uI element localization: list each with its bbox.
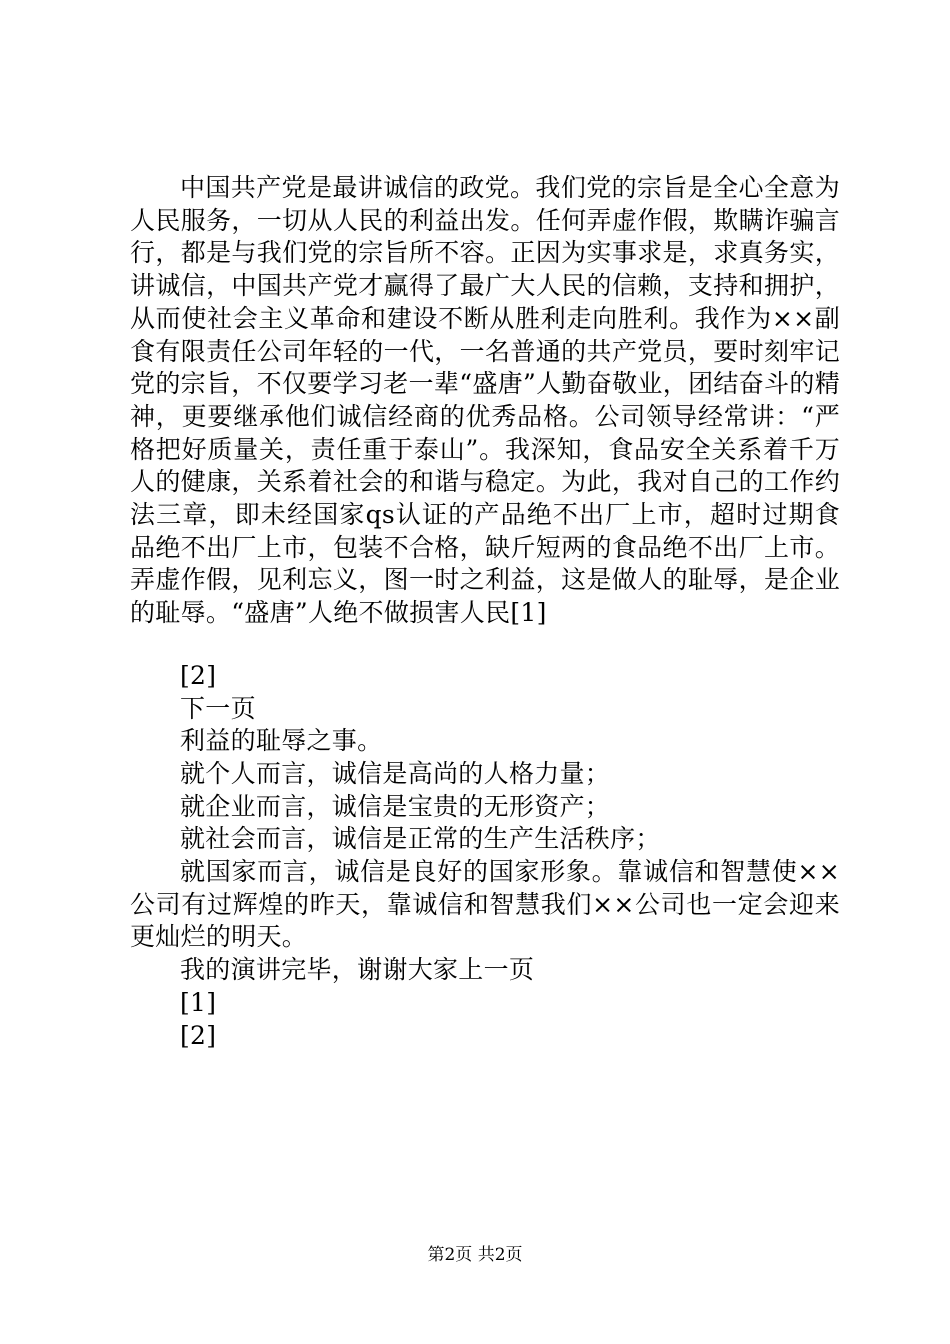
text-line-2: 就个人而言，诚信是高尚的人格力量； bbox=[180, 758, 611, 788]
closing-line[interactable]: 我的演讲完毕，谢谢大家上一页 bbox=[180, 955, 535, 985]
pager-link-1-bottom[interactable]: [1] bbox=[180, 987, 217, 1017]
paragraph-main: 中国共产党是最讲诚信的政党。我们党的宗旨是全心全意为人民服务，一切从人民的利益出发。任何弄虚作假，欺瞒诈骗言行，都是与我们党的宗旨所不容。正因为实事求是，求真务实，讲诚信，中国共产党才赢得了最广大人民的信赖，支持和拥护，从而使社会主义革命和建设不断从胜利走向胜利。我作为××副食有限责任公司年轻的一代，一名普通的共产党员，要时刻牢记党的宗旨，不仅要学习老一辈“盛唐”人勤奋敬业，团结奋斗的精神，更要继承他们诚信经商的优秀品格。公司领导经常讲：“严格把好质量关，责任重于泰山”。我深知，食品安全关系着千万人的健康，关系着社会的和谐与稳定。为此，我对自己的工作约法三章，即未经国家qs认证的产品绝不出厂上市，超时过期食品绝不出厂上市，包装不合格，缺斤短两的食品绝不出厂上市。弄虚作假，见利忘义，图一时之利益，这是做人的耻辱，是企业的耻辱。“盛唐”人绝不做损害人民[1] bbox=[130, 173, 840, 628]
text-line-1: 利益的耻辱之事。 bbox=[180, 726, 383, 756]
page-indicator: 第2页 共2页 bbox=[427, 1245, 523, 1265]
document-body bbox=[130, 172, 840, 1052]
paragraph-nation: 就国家而言，诚信是良好的国家形象。靠诚信和智慧使××公司有过辉煌的昨天，靠诚信和智慧我们××公司也一定会迎来更灿烂的明天。 bbox=[130, 857, 840, 952]
pager-link-2-bottom[interactable]: [2] bbox=[180, 1020, 217, 1050]
spacer bbox=[130, 630, 840, 660]
pager-link-2-top[interactable]: [2] bbox=[180, 660, 217, 690]
text-line-4: 就社会而言，诚信是正常的生产生活秩序； bbox=[180, 824, 661, 854]
text-line-3: 就企业而言，诚信是宝贵的无形资产； bbox=[180, 791, 611, 821]
next-page-link[interactable]: 下一页 bbox=[180, 693, 256, 723]
page-footer bbox=[0, 1244, 950, 1266]
